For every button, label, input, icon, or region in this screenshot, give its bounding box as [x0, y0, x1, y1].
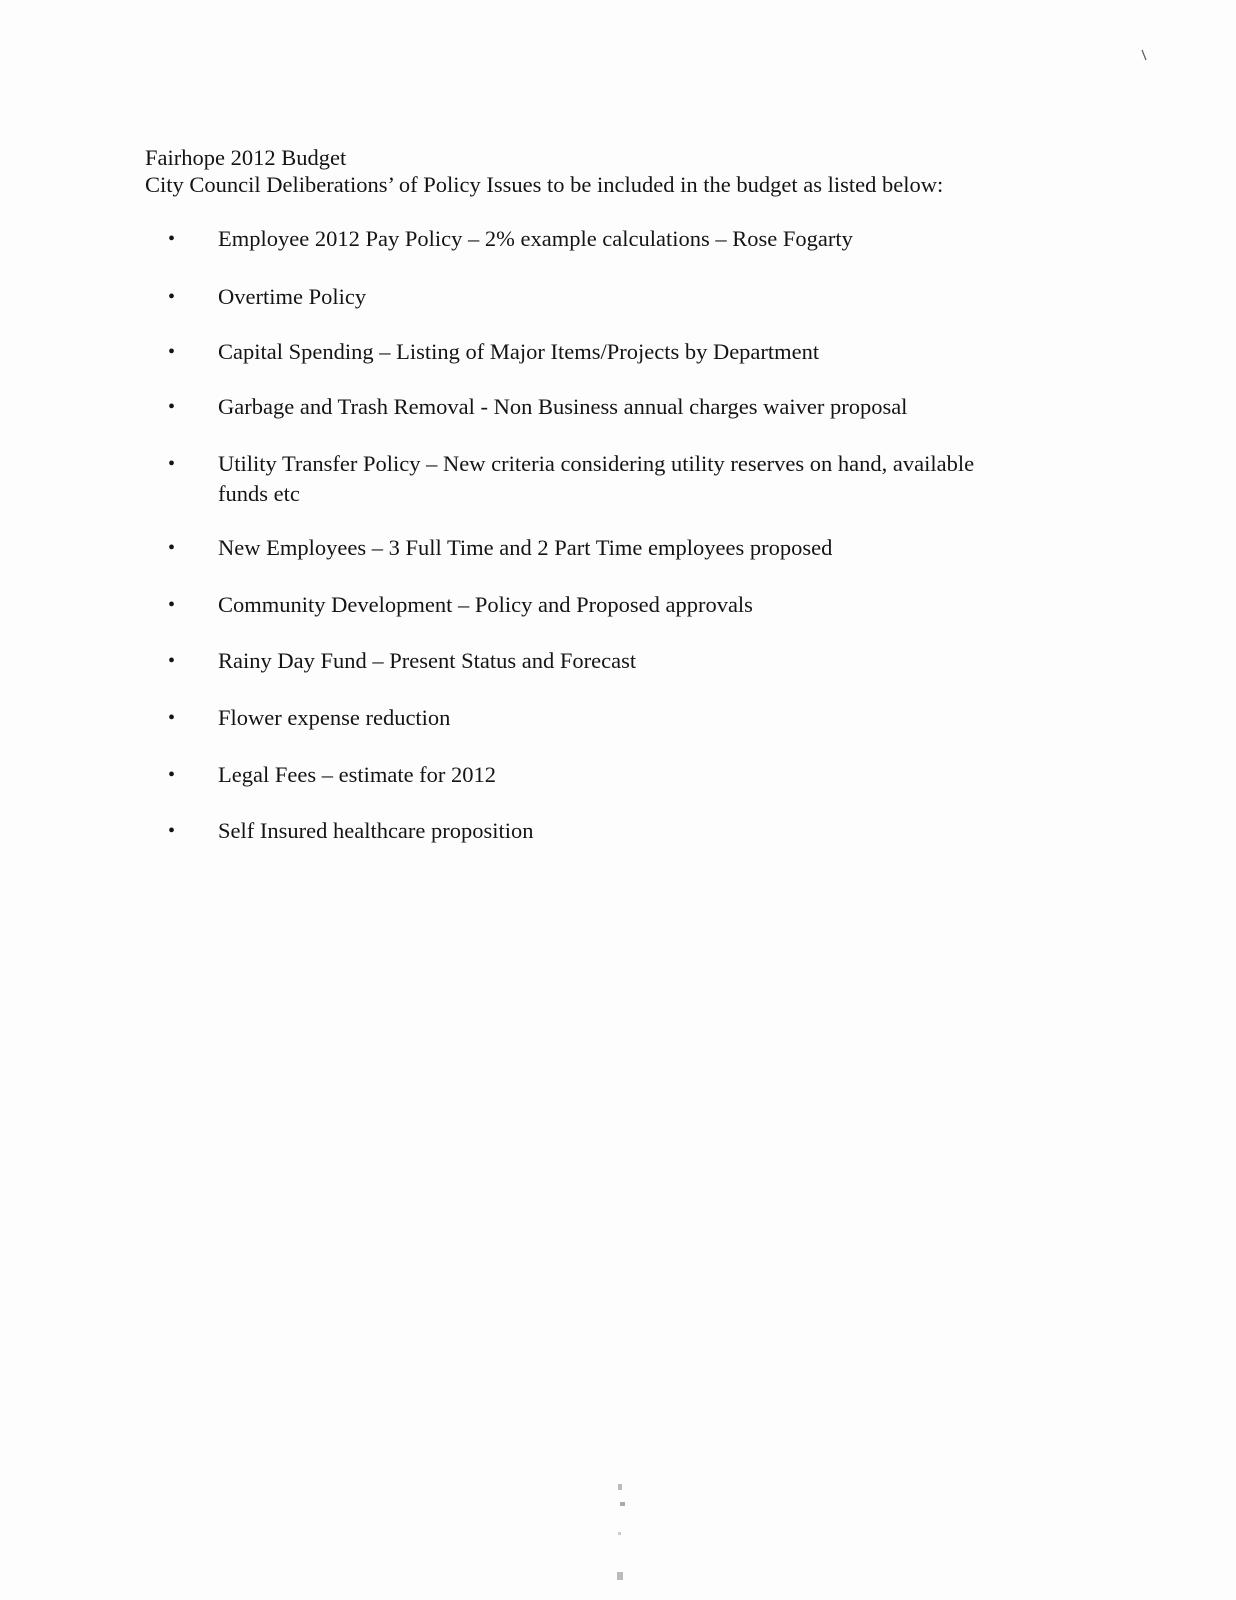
bullet-icon: •: [168, 650, 176, 672]
bullet-icon: •: [168, 453, 176, 475]
document-subtitle: City Council Deliberations’ of Policy Issues to be included in the budget as listed below:: [145, 172, 944, 197]
scan-smudge-icon: [612, 1480, 632, 1600]
bullet-icon: •: [168, 594, 176, 616]
bullet-icon: •: [168, 537, 176, 559]
list-item-text: Self Insured healthcare proposition: [218, 818, 534, 843]
bullet-icon: •: [168, 286, 176, 308]
bullet-icon: •: [168, 707, 176, 729]
document-title: Fairhope 2012 Budget: [145, 145, 347, 170]
list-item-text: Community Development – Policy and Proposed approvals: [218, 592, 753, 617]
list-item-text: Flower expense reduction: [218, 705, 451, 730]
list-item-text: Overtime Policy: [218, 284, 367, 309]
list-item-text: Rainy Day Fund – Present Status and Forecast: [218, 648, 637, 673]
bullet-icon: •: [168, 764, 176, 786]
scan-speck-icon: [1140, 48, 1150, 62]
bullet-icon: •: [168, 396, 176, 418]
list-item-text: Employee 2012 Pay Policy – 2% example calculations – Rose Fogarty: [218, 226, 853, 251]
list-item-text: Utility Transfer Policy – New criteria considering utility reserves on hand, available funds etc: [218, 451, 975, 506]
list-item-text: Legal Fees – estimate for 2012: [218, 762, 497, 787]
bullet-icon: •: [168, 820, 176, 842]
list-item-text: Capital Spending – Listing of Major Items/Projects by Department: [218, 339, 820, 364]
bullet-icon: •: [168, 228, 176, 250]
list-item-text: Garbage and Trash Removal - Non Business annual charges waiver proposal: [218, 394, 908, 419]
list-item-text: New Employees – 3 Full Time and 2 Part Time employees proposed: [218, 535, 833, 560]
bullet-icon: •: [168, 341, 176, 363]
